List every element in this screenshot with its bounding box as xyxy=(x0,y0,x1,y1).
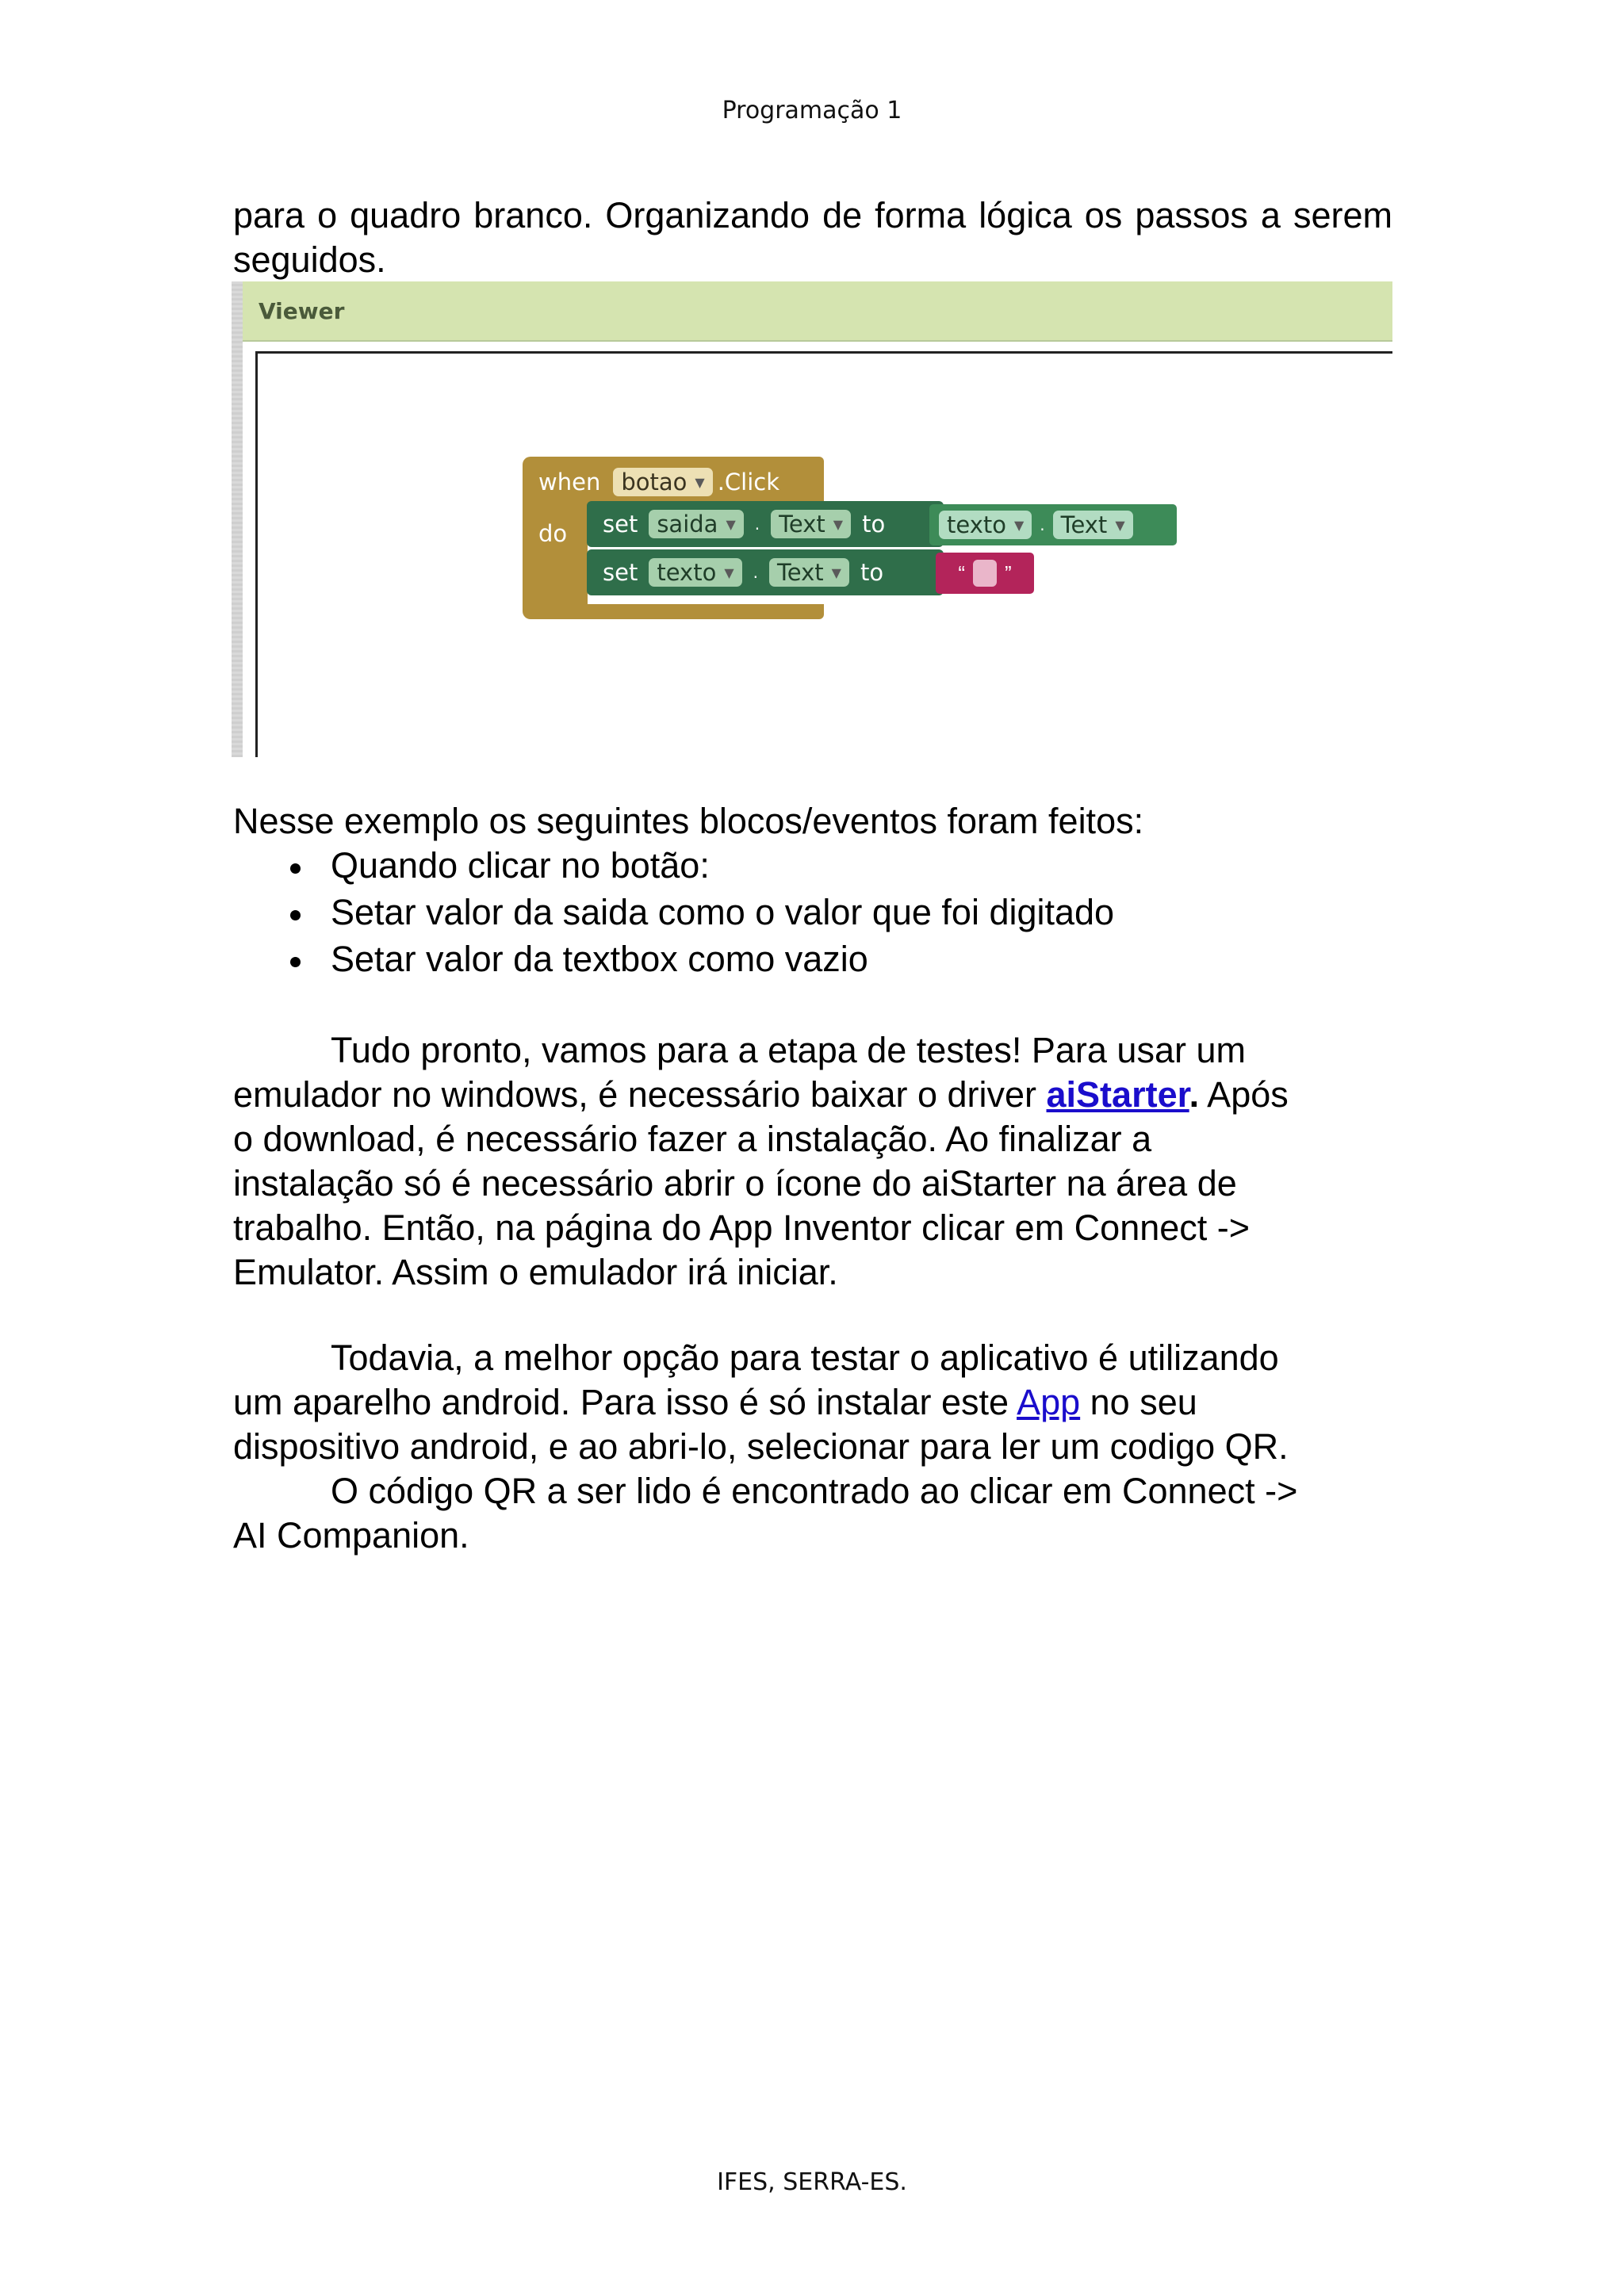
para2-line1: Todavia, a melhor opção para testar o aplicativo é utilizando xyxy=(331,1337,1279,1378)
para1-line4: instalação só é necessário abrir o ícone do aiStarter na área de xyxy=(233,1163,1237,1203)
chevron-down-icon: ▼ xyxy=(831,564,841,580)
chevron-down-icon: ▼ xyxy=(1115,517,1125,533)
chevron-down-icon: ▼ xyxy=(726,516,736,532)
property-dropdown-text[interactable] xyxy=(1053,511,1133,539)
to-label: to xyxy=(862,511,886,538)
list-item: Setar valor da saida como o valor que foi digitado xyxy=(233,890,1399,937)
set-label: set xyxy=(603,511,638,538)
property-name: Text xyxy=(779,511,825,538)
aistarter-link[interactable]: aiStarter xyxy=(1046,1074,1189,1115)
property-dropdown-text[interactable] xyxy=(771,510,851,538)
viewer-left-strip xyxy=(232,281,243,757)
to-label: to xyxy=(860,559,884,586)
empty-text-slot[interactable] xyxy=(973,560,997,587)
set-label: set xyxy=(603,559,638,586)
para1-line2 xyxy=(233,1073,1399,1117)
dot-separator: . xyxy=(1040,515,1045,534)
chevron-down-icon: ▼ xyxy=(695,474,705,490)
open-quote: “ xyxy=(958,561,965,585)
paragraph-emulator xyxy=(233,1028,1399,1295)
set-saida-text-block[interactable] xyxy=(587,501,944,547)
do-label: do xyxy=(538,520,568,547)
property-name: Text xyxy=(1060,511,1108,538)
para1-line5: trabalho. Então, na página do App Inventor clicar em Connect -> xyxy=(233,1207,1251,1248)
viewer-header xyxy=(243,281,1392,342)
intro-text: para o quadro branco. Organizando de forma lógica os passos a serem seguidos. xyxy=(233,195,1392,280)
para2-line2 xyxy=(233,1380,1399,1425)
para2-line4: O código QR a ser lido é encontrado ao clicar em Connect -> xyxy=(331,1471,1298,1511)
intro-paragraph xyxy=(233,193,1392,282)
component-name: botao xyxy=(621,469,688,496)
para1-line1: Tudo pronto, vamos para a etapa de testes! Para usar um xyxy=(331,1030,1246,1070)
component-name: texto xyxy=(657,559,717,586)
event-name: .Click xyxy=(717,469,780,496)
chevron-down-icon: ▼ xyxy=(833,516,844,532)
para2-line3: dispositivo android, e ao abri-lo, selecionar para ler um codigo QR. xyxy=(233,1426,1289,1467)
viewer-title: Viewer xyxy=(259,297,345,324)
list-item: Setar valor da textbox como vazio xyxy=(233,937,1399,984)
para1-line2-after: Após xyxy=(1199,1074,1289,1115)
get-texto-text-block[interactable] xyxy=(929,504,1177,545)
dot-separator: . xyxy=(753,563,758,582)
component-dropdown-botao[interactable] xyxy=(613,468,712,496)
para1-bold-period: . xyxy=(1189,1074,1200,1115)
para1-line6: Emulator. Assim o emulador irá iniciar. xyxy=(233,1252,838,1292)
close-quote: ” xyxy=(1005,561,1012,585)
blocks-viewer-screenshot xyxy=(232,281,1392,757)
component-dropdown-saida[interactable] xyxy=(649,510,743,538)
bullet-list xyxy=(233,844,1399,984)
para2-line5: AI Companion. xyxy=(233,1515,469,1556)
page-header: Programação 1 xyxy=(722,97,902,124)
empty-text-block[interactable] xyxy=(936,553,1034,594)
property-name: Text xyxy=(776,559,824,586)
list-title: Nesse exemplo os seguintes blocos/eventos foram feitos: xyxy=(233,801,1144,841)
para1-line3: o download, é necessário fazer a instalação. Ao finalizar a xyxy=(233,1119,1152,1159)
para2-line2-text: um aparelho android. Para isso é só instalar este xyxy=(233,1382,1017,1422)
dot-separator: . xyxy=(754,515,760,534)
app-link[interactable]: App xyxy=(1017,1382,1081,1422)
chevron-down-icon: ▼ xyxy=(1013,517,1025,533)
chevron-down-icon: ▼ xyxy=(724,564,734,580)
list-item: Quando clicar no botão: xyxy=(233,844,1399,890)
component-name: saida xyxy=(657,511,718,538)
property-dropdown-text[interactable] xyxy=(769,558,849,587)
component-dropdown-texto[interactable] xyxy=(939,511,1032,539)
page-footer: IFES, SERRA-ES. xyxy=(717,2168,907,2196)
paragraph-device xyxy=(233,1336,1399,1558)
set-texto-text-block[interactable] xyxy=(587,549,944,595)
para1-line2-text: emulador no windows, é necessário baixar o driver xyxy=(233,1074,1047,1115)
component-name: texto xyxy=(947,511,1006,538)
para2-line2-after: no seu xyxy=(1080,1382,1197,1422)
component-dropdown-texto[interactable] xyxy=(649,558,741,587)
when-label: when xyxy=(538,469,601,496)
